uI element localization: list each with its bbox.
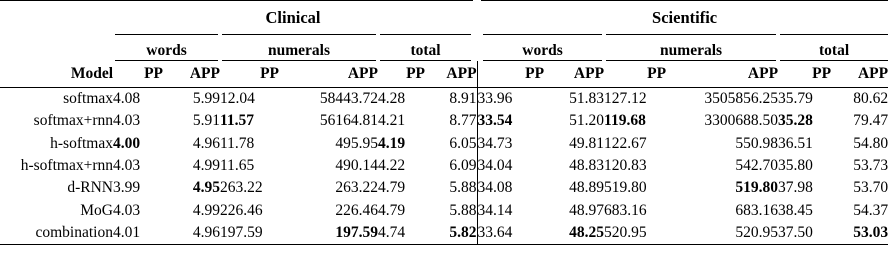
value-cell: 4.74	[378, 223, 406, 241]
metric-header: APP	[573, 65, 605, 82]
value-cell: 53.73	[853, 157, 888, 175]
value-cell: 54.37	[853, 201, 888, 219]
value-cell: 6.09	[425, 155, 477, 177]
value-cell: 4.79	[378, 201, 406, 219]
value-cell: 4.19	[378, 134, 406, 152]
value-cell: 120.83	[604, 157, 647, 175]
value-cell: 12.04	[220, 90, 255, 108]
metric-header: APP	[347, 65, 378, 82]
model-name: softmax	[63, 90, 113, 108]
value-cell: 56164.81	[319, 112, 378, 130]
subgroup-header: numerals	[604, 35, 778, 61]
metric-header: APP	[425, 61, 477, 88]
value-cell: 263.22	[220, 179, 263, 197]
value-cell: 4.03	[113, 112, 141, 130]
table-row	[0, 88, 888, 111]
table-body	[0, 88, 888, 245]
value-cell: 33.54	[477, 112, 513, 130]
subgroup-header: words	[113, 35, 220, 61]
value-cell: 8.91	[425, 88, 477, 111]
value-cell: 4.96	[192, 223, 220, 241]
value-cell: 122.67	[604, 134, 647, 152]
value-cell: 11.65	[220, 157, 255, 175]
value-cell: 33.96	[477, 90, 513, 108]
value-cell: 119.68	[604, 112, 646, 130]
value-cell: 4.03	[113, 201, 141, 219]
subgroup-header: total	[778, 35, 888, 61]
subgroup-header: total	[378, 35, 477, 61]
table-row	[0, 155, 888, 177]
value-cell: 51.20	[569, 112, 605, 130]
subgroup-header: words	[477, 35, 604, 61]
value-cell: 197.59	[220, 223, 263, 241]
value-cell: 4.01	[113, 223, 141, 241]
metric-header: PP	[525, 65, 545, 82]
value-cell: 3300688.50	[704, 112, 779, 130]
value-cell: 683.16	[735, 201, 779, 219]
value-cell: 5.82	[425, 222, 477, 245]
value-cell: 520.95	[604, 223, 647, 241]
value-cell: 35.28	[778, 112, 813, 130]
value-cell: 226.46	[220, 201, 263, 219]
model-name: h-softmax+rnn	[20, 157, 113, 175]
value-cell: 34.08	[477, 179, 513, 197]
value-cell: 4.08	[113, 90, 141, 108]
metric-header: APP	[857, 65, 888, 82]
value-cell: 33.64	[477, 223, 513, 241]
value-cell: 48.89	[569, 179, 605, 197]
value-cell: 36.51	[778, 134, 813, 152]
value-cell: 37.50	[778, 223, 813, 241]
value-cell: 8.77	[425, 110, 477, 132]
value-cell: 48.83	[569, 157, 605, 175]
value-cell: 35.80	[778, 157, 813, 175]
value-cell: 58443.72	[319, 90, 378, 108]
value-cell: 53.03	[853, 223, 888, 241]
value-cell: 495.95	[335, 134, 378, 152]
value-cell: 226.46	[335, 201, 378, 219]
value-cell: 542.70	[735, 157, 779, 175]
value-cell: 54.80	[853, 134, 888, 152]
value-cell: 37.98	[778, 179, 813, 197]
metric-header: PP	[647, 65, 667, 82]
metric-header: PP	[144, 65, 163, 82]
value-cell: 4.03	[113, 157, 141, 175]
value-cell: 3505856.25	[704, 90, 779, 108]
value-cell: 5.99	[192, 90, 220, 108]
metric-header: PP	[406, 65, 425, 82]
value-cell: 34.04	[477, 157, 513, 175]
value-cell: 48.25	[569, 223, 605, 241]
value-cell: 34.14	[477, 201, 513, 219]
value-cell: 11.57	[220, 112, 255, 130]
value-cell: 51.83	[569, 90, 605, 108]
table-row	[0, 222, 888, 245]
value-cell: 4.99	[192, 201, 220, 219]
value-cell: 4.22	[378, 157, 406, 175]
value-cell: 519.80	[735, 179, 779, 197]
value-cell: 49.81	[569, 134, 605, 152]
value-cell: 4.21	[378, 112, 406, 130]
table-row	[0, 110, 888, 132]
value-cell: 127.12	[604, 90, 647, 108]
value-cell: 4.00	[113, 134, 141, 152]
value-cell: 80.62	[853, 90, 888, 108]
value-cell: 34.73	[477, 134, 513, 152]
value-cell: 5.88	[425, 177, 477, 199]
value-cell: 683.16	[604, 201, 647, 219]
value-cell: 11.78	[220, 134, 255, 152]
model-name: combination	[35, 223, 113, 241]
header-empty	[0, 1, 113, 35]
subgroup-header: numerals	[220, 35, 378, 61]
metric-header: PP	[812, 65, 832, 82]
value-cell: 490.14	[335, 157, 378, 175]
model-name: softmax+rnn	[33, 112, 113, 130]
value-cell: 4.79	[378, 179, 406, 197]
table-row	[0, 133, 888, 155]
metric-header: APP	[189, 65, 220, 82]
header-empty	[0, 35, 113, 61]
value-cell: 35.79	[778, 90, 813, 108]
value-cell: 53.70	[853, 179, 888, 197]
metric-header: APP	[747, 65, 779, 82]
value-cell: 550.98	[735, 134, 779, 152]
value-cell: 263.22	[335, 179, 378, 197]
value-cell: 4.95	[192, 179, 220, 197]
group-header-clinical: Clinical	[113, 1, 477, 35]
value-cell: 79.47	[853, 112, 888, 130]
value-cell: 4.96	[192, 134, 220, 152]
value-cell: 197.59	[335, 223, 378, 241]
value-cell: 38.45	[778, 201, 813, 219]
model-name: h-softmax	[50, 134, 113, 152]
value-cell: 5.91	[192, 112, 220, 130]
metric-header: PP	[260, 65, 279, 82]
model-name: d-RNN	[67, 179, 113, 197]
model-name: MoG	[80, 201, 113, 219]
value-cell: 520.95	[735, 223, 779, 241]
model-column-header: Model	[70, 64, 113, 82]
value-cell: 4.28	[378, 90, 406, 108]
value-cell: 519.80	[604, 179, 647, 197]
value-cell: 3.99	[113, 179, 141, 197]
value-cell: 5.88	[425, 199, 477, 221]
value-cell: 6.05	[425, 133, 477, 155]
group-header-scientific: Scientific	[477, 1, 888, 35]
table-row	[0, 177, 888, 199]
table-row	[0, 199, 888, 221]
value-cell: 48.97	[569, 201, 605, 219]
value-cell: 4.99	[192, 157, 220, 175]
